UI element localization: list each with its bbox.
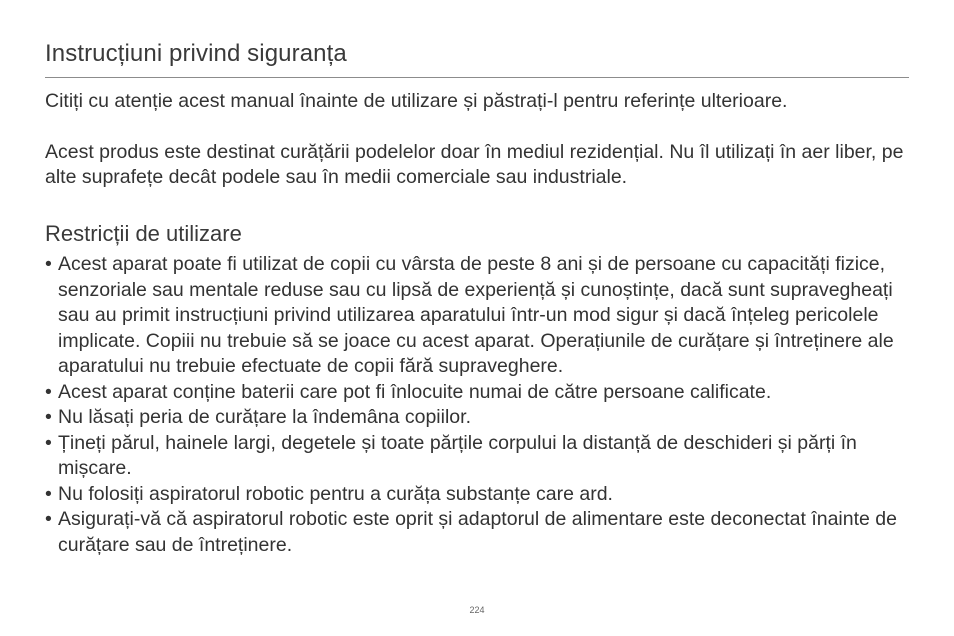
restrictions-list xyxy=(45,252,917,558)
list-item xyxy=(45,405,917,431)
section-heading-restrictions: Restricții de utilizare xyxy=(45,221,242,246)
page-number: 224 xyxy=(469,605,485,615)
list-item xyxy=(45,431,917,482)
list-item-text: Asigurați-vă că aspiratorul robotic este oprit și adaptorul de alimentare este deconectat înainte de curățare sau de întreținere. xyxy=(58,508,897,556)
list-item xyxy=(45,482,917,508)
list-item xyxy=(45,507,917,558)
bullet-marker: • xyxy=(45,482,52,505)
bullet-marker: • xyxy=(45,253,52,275)
list-item-text: Nu folosiți aspiratorul robotic pentru a curăța substanțe care ard. xyxy=(58,482,613,505)
list-item-text: Acest aparat conține baterii care pot fi înlocuite numai de către persoane calificate. xyxy=(58,380,772,403)
list-item xyxy=(45,252,917,380)
title-divider xyxy=(45,77,909,78)
page-title: Instrucțiuni privind siguranța xyxy=(45,40,347,67)
bullet-marker: • xyxy=(45,406,52,428)
manual-page xyxy=(45,0,909,636)
list-item-text: Nu lăsați peria de curățare la îndemâna copiilor. xyxy=(58,406,471,428)
list-item-text: Acest aparat poate fi utilizat de copii cu vârsta de peste 8 ani și de persoane cu capacități fizice, senzoriale sau mentale reduse sau cu lipsă de experiență și cunoștințe, dacă sunt supravegheați sau au primit instrucțiuni privind utilizarea aparatului într-un mod sigur și dacă înțeleg pericolele implicate. Copiii nu trebuie să se joace cu acest aparat. Operațiunile de curățare și întreținere ale aparatului nu trebuie efectuate de copii fără supraveghere. xyxy=(58,253,894,377)
bullet-marker: • xyxy=(45,380,52,403)
intro-paragraph-1: Citiți cu atenție acest manual înainte de utilizare și păstrați-l pentru referințe ulterioare. xyxy=(45,90,788,112)
bullet-marker: • xyxy=(45,508,52,530)
bullet-marker: • xyxy=(45,431,52,454)
list-item xyxy=(45,380,917,406)
intro-paragraph-2: Acest produs este destinat curățării podelelor doar în mediul rezidențial. Nu îl utilizați în aer liber, pe alte suprafețe decât podele sau în medii comerciale sau industriale. xyxy=(45,141,904,188)
list-item-text: Țineți părul, hainele largi, degetele și toate părțile corpului la distanță de deschideri și părți în mișcare. xyxy=(58,431,857,479)
